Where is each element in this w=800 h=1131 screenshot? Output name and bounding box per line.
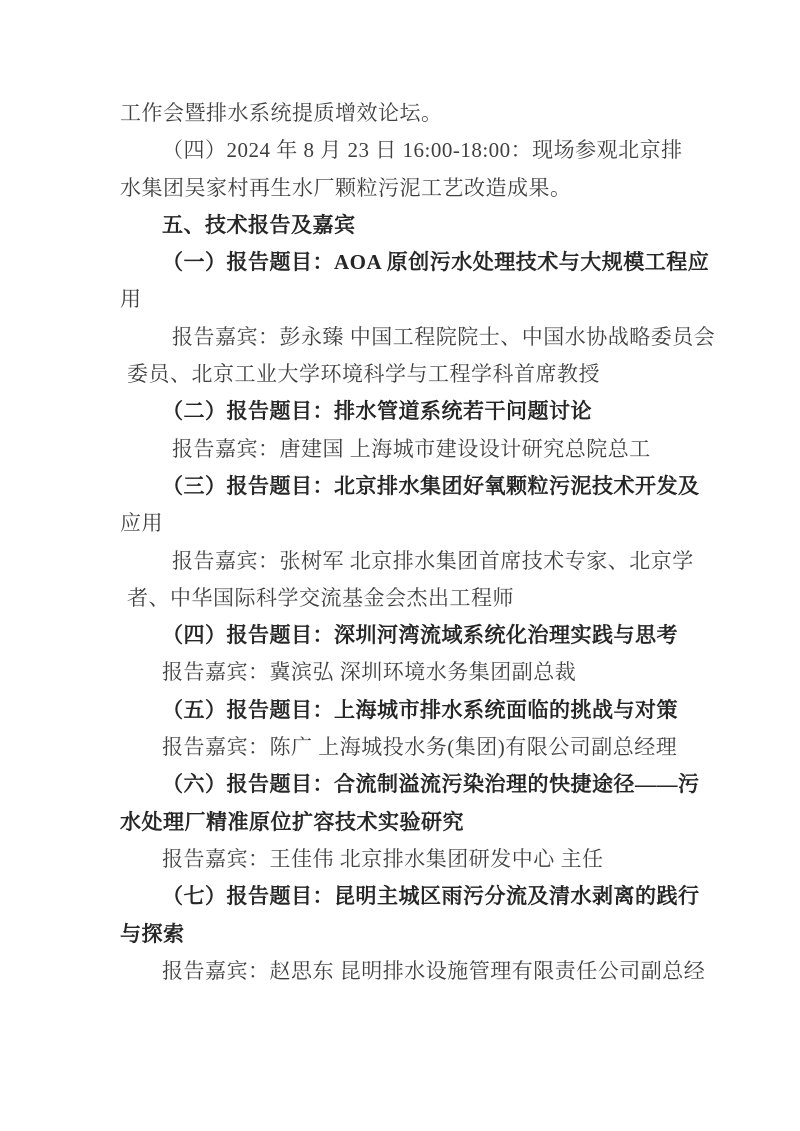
agenda-item-4-continuation: 水集团吴家村再生水厂颗粒污泥工艺改造成果。 xyxy=(120,175,572,200)
report-3-guest-continuation: 者、中华国际科学交流基金会杰出工程师 xyxy=(127,585,514,610)
report-2-title-line: （二）报告题目：排水管道系统若干问题讨论 xyxy=(162,399,592,424)
report-1-title-continuation: 用 xyxy=(120,287,142,312)
report-3-title-continuation: 应用 xyxy=(120,511,163,536)
report-6-guest-line: 报告嘉宾：王佳伟 北京排水集团研发中心 主任 xyxy=(162,846,604,871)
report-1-guest-line: 报告嘉宾：彭永臻 中国工程院院士、中国水协战略委员会 xyxy=(172,324,716,349)
report-2-guest-line: 报告嘉宾：唐建国 上海城市建设设计研究总院总工 xyxy=(172,436,651,461)
report-5-guest-line: 报告嘉宾：陈广 上海城投水务(集团)有限公司副总经理 xyxy=(162,735,678,760)
report-3-title-line: （三）报告题目：北京排水集团好氧颗粒污泥技术开发及 xyxy=(162,473,700,498)
report-1-guest-continuation: 委员、北京工业大学环境科学与工程学科首席教授 xyxy=(127,362,600,387)
report-7-guest-line: 报告嘉宾：赵思东 昆明排水设施管理有限责任公司副总经 xyxy=(162,958,706,983)
report-1-title-line: （一）报告题目：AOA 原创污水处理技术与大规模工程应 xyxy=(162,250,710,275)
report-5-title-line: （五）报告题目：上海城市排水系统面临的挑战与对策 xyxy=(162,697,678,722)
report-7-title-continuation: 与探索 xyxy=(120,921,185,946)
report-4-guest-line: 报告嘉宾：冀滨弘 深圳环境水务集团副总裁 xyxy=(162,660,577,685)
report-4-title-line: （四）报告题目：深圳河湾流域系统化治理实践与思考 xyxy=(162,623,678,648)
report-6-title-line: （六）报告题目：合流制溢流污染治理的快捷途径——污 xyxy=(162,772,700,797)
report-3-guest-line: 报告嘉宾：张树军 北京排水集团首席技术专家、北京学 xyxy=(172,548,694,573)
report-7-title-line: （七）报告题目：昆明主城区雨污分流及清水剥离的践行 xyxy=(162,884,700,909)
section-heading-5: 五、技术报告及嘉宾 xyxy=(162,212,356,237)
document-text-block xyxy=(120,95,716,990)
report-6-title-continuation: 水处理厂精准原位扩容技术实验研究 xyxy=(120,809,464,834)
paragraph-line-continuation: 工作会暨排水系统提质增效论坛。 xyxy=(120,101,443,125)
agenda-item-4-line: （四）2024 年 8 月 23 日 16:00-18:00：现场参观北京排 xyxy=(162,138,683,163)
